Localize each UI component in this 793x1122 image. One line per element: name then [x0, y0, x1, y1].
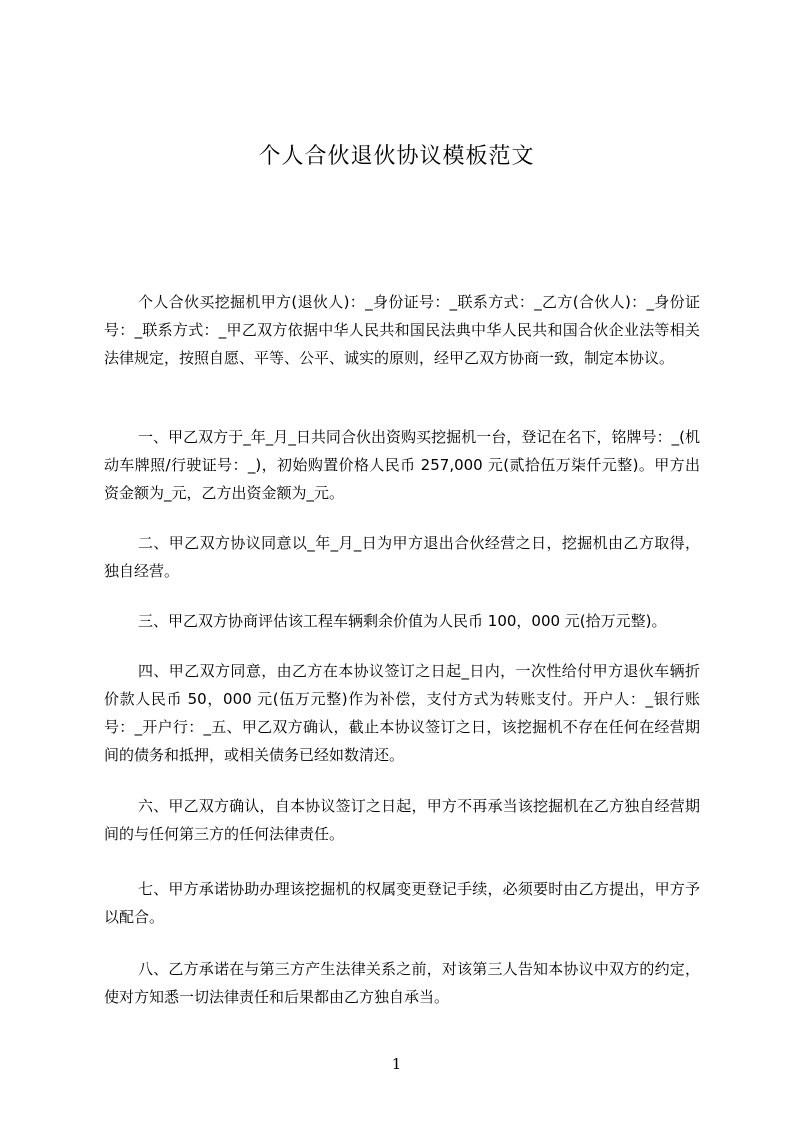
paragraph-clause-1: 一、甲乙双方于_年_月_日共同合伙出资购买挖掘机一台，登记在名下，铭牌号：_(机动车牌照/行驶证号：_)，初始购置价格人民币 257,000 元(贰拾伍万柒仟元整)。甲方出资金额为_元，乙方出资金额为_元。 — [104, 428, 700, 502]
paragraph-clause-2: 二、甲乙双方协议同意以_年_月_日为甲方退出合伙经营之日，挖掘机由乙方取得，独自经营。 — [104, 534, 700, 580]
paragraph-clause-3: 三、甲乙双方协商评估该工程车辆剩余价值为人民币 100，000 元(拾万元整)。 — [138, 612, 667, 630]
page-number: 1 — [391, 1055, 402, 1073]
paragraph-clause-7: 七、甲方承诺协助办理该挖掘机的权属变更登记手续，必须要时由乙方提出，甲方予以配合。 — [104, 880, 700, 926]
paragraph-clause-4-5: 四、甲乙双方同意，由乙方在本协议签订之日起_日内，一次性给付甲方退伙车辆折价款人民币 50，000 元(伍万元整)作为补偿，支付方式为转账支付。开户人：_银行账号：_开户行：_五、甲乙双方确认，截止本协议签订之日，该挖掘机不存在任何在经营期间的债务和抵押，或相关债务已经如数清还。 — [104, 662, 700, 764]
document-title: 个人合伙退伙协议模板范文 — [258, 144, 535, 169]
paragraph-intro: 个人合伙买挖掘机甲方(退伙人)：_身份证号：_联系方式：_乙方(合伙人)：_身份证号：_联系方式：_甲乙双方依据中华人民共和国民法典中华人民共和国合伙企业法等相关法律规定，按照自愿、平等、公平、诚实的原则，经甲乙双方协商一致，制定本协议。 — [104, 293, 700, 367]
paragraph-clause-6: 六、甲乙双方确认，自本协议签订之日起，甲方不再承当该挖掘机在乙方独自经营期间的与任何第三方的任何法律责任。 — [104, 797, 700, 843]
paragraph-clause-8: 八、乙方承诺在与第三方产生法律关系之前，对该第三人告知本协议中双方的约定，使对方知悉一切法律责任和后果都由乙方独自承当。 — [104, 960, 700, 1006]
